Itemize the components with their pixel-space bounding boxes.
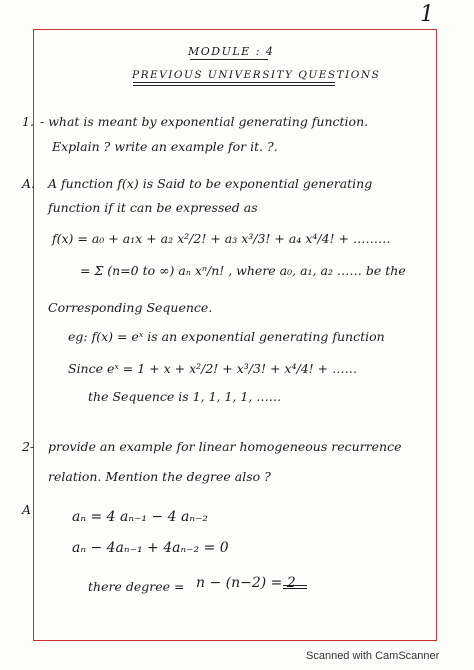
answer-2-label: A: [22, 502, 32, 517]
module-title-underline: [190, 59, 268, 60]
answer-1-line-1: A function f(x) is Said to be exponential generating: [48, 176, 373, 191]
question-1-line-1: - what is meant by exponential generating function.: [40, 114, 369, 129]
subtitle-underline-2: [133, 85, 335, 86]
answer-underline-2: [283, 588, 307, 589]
recurrence-homogeneous-form: aₙ − 4aₙ₋₁ + 4aₙ₋₂ = 0: [72, 540, 229, 556]
example-line: eg: f(x) = eˣ is an exponential generating function: [68, 329, 385, 344]
egf-summation: = Σ (n=0 to ∞) aₙ xⁿ/n! , where a₀, a₁, a₂ …… be the: [80, 263, 406, 278]
question-2-line-1: provide an example for linear homogeneous recurrence: [48, 439, 402, 454]
recurrence-equation: aₙ = 4 aₙ₋₁ − 4 aₙ₋₂: [72, 509, 209, 525]
section-subtitle: PREVIOUS UNIVERSITY QUESTIONS: [132, 69, 381, 81]
question-1-number: 1.: [22, 114, 34, 129]
answer-1-line-3: Corresponding Sequence.: [48, 300, 213, 315]
answer-1-label: A.: [22, 176, 36, 191]
sequence-line: the Sequence is 1, 1, 1, 1, ……: [88, 389, 282, 404]
egf-formula: f(x) = a₀ + a₁x + a₂ x²/2! + a₃ x³/3! + a₄ x⁴/4! + ………: [52, 231, 391, 246]
exponential-series: Since eˣ = 1 + x + x²/2! + x³/3! + x⁴/4! + ……: [68, 361, 358, 376]
subtitle-underline-1: [133, 82, 335, 83]
degree-label: there degree =: [88, 579, 185, 594]
scanner-watermark: Scanned with CamScanner: [306, 650, 440, 662]
question-1-line-2: Explain ? write an example for it. ?.: [52, 139, 278, 154]
page-number: 1: [420, 2, 434, 27]
answer-underline-1: [283, 585, 307, 586]
question-2-number: 2-: [22, 439, 35, 454]
question-2-line-2: relation. Mention the degree also ?: [48, 469, 271, 484]
module-title: MODULE : 4: [188, 45, 275, 58]
answer-1-line-2: function if it can be expressed as: [48, 200, 258, 215]
degree-value: n − (n−2) = 2: [196, 575, 296, 591]
